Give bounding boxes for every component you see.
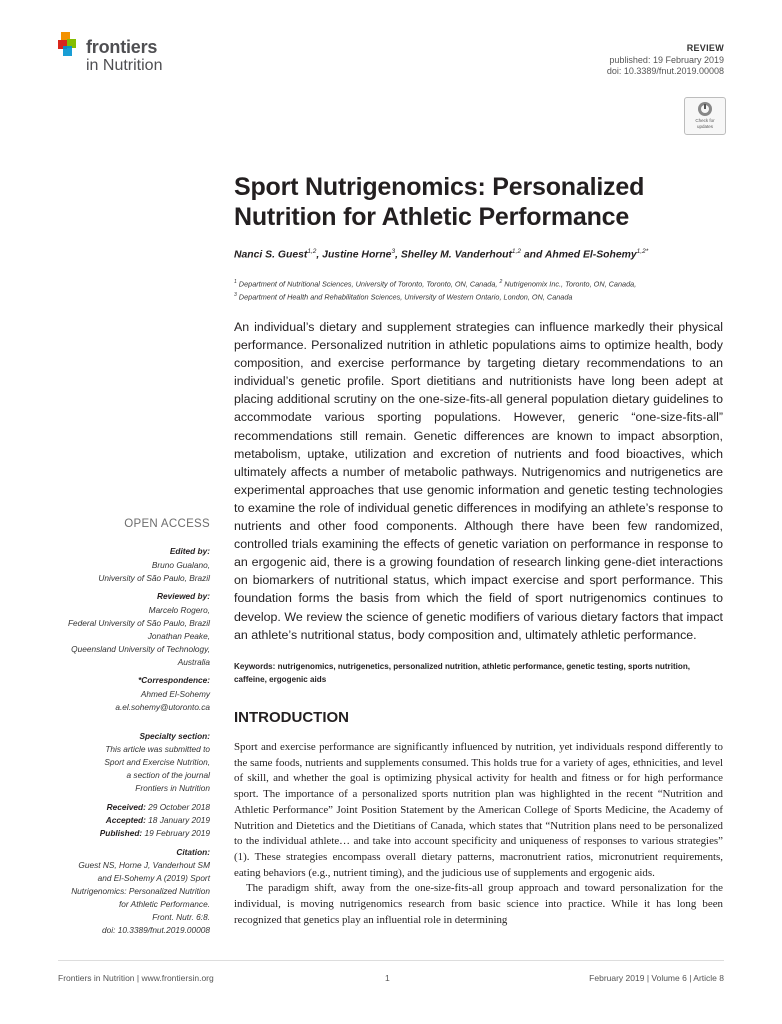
check-for-updates-line2: updates [696, 124, 713, 129]
header-doi[interactable]: doi: 10.3389/fnut.2019.00008 [606, 66, 724, 76]
editor-affiliation: University of São Paulo, Brazil [98, 573, 210, 583]
author-affil-sup: 1,2 [307, 248, 317, 255]
affil-sup: 1 [234, 279, 237, 285]
author-affil-sup: 1,2 [511, 248, 521, 255]
footer-journal-link[interactable]: Frontiers in Nutrition | www.frontiersin.org [58, 973, 214, 983]
specialty-heading: Specialty section: [139, 731, 210, 741]
author-name[interactable]: Ahmed El-Sohemy [544, 249, 637, 261]
reviewer-1-name[interactable]: Marcelo Rogero, [148, 605, 210, 615]
article-type: REVIEW [686, 43, 724, 53]
received-value: 29 October 2018 [145, 802, 210, 812]
citation-doi[interactable]: doi: 10.3389/fnut.2019.00008 [102, 925, 210, 935]
body-text [234, 740, 723, 928]
section-heading: INTRODUCTION [234, 709, 349, 726]
affil-sup: 2 [499, 279, 503, 285]
reviewer-2-affiliation-country: Australia [177, 657, 210, 667]
accepted-label: Accepted: [105, 815, 146, 825]
correspondence-label [138, 674, 210, 687]
author-separator: , [395, 249, 401, 261]
check-for-updates-line1: Check for [695, 118, 715, 123]
author-list [234, 248, 734, 260]
author-affil-sup: 1,2* [636, 248, 649, 255]
reviewer-1-affiliation: Federal University of São Paulo, Brazil [67, 618, 210, 628]
journal-name-line1: frontiers [86, 37, 158, 57]
citation-label [176, 846, 210, 859]
affiliation-2: Nutrigenomix Inc., Toronto, ON, Canada, [502, 279, 637, 289]
edited-by-label [170, 545, 210, 558]
editor-name[interactable]: Bruno Gualano, [151, 560, 210, 570]
specialty-line: Frontiers in Nutrition [135, 783, 210, 793]
author-separator: , [316, 249, 323, 261]
affiliations-line2 [234, 289, 734, 303]
received-label: Received: [106, 802, 146, 812]
check-for-updates-icon [697, 101, 713, 117]
keywords-list: nutrigenomics, nutrigenetics, personalized nutrition, athletic performance, genetic testing, sports nutrition, caffeine, ergogenic aids [234, 662, 691, 684]
paragraph: The paradigm shift, away from the one-size-fits-all group approach and toward personalization for the individual, is moving nutrigenomics research from basic science into practice. While it has long been recognized that genetics play an influential role in determining [234, 882, 723, 926]
author-name[interactable]: Nanci S. Guest [234, 249, 308, 261]
correspondence-heading: *Correspondence: [138, 675, 210, 685]
frontiers-logo-icon [58, 32, 80, 56]
affil-sup: 3 [234, 292, 237, 298]
article-title [234, 172, 734, 232]
author-name[interactable]: Justine Horne [322, 249, 392, 261]
citation-heading: Citation: [176, 847, 210, 857]
specialty-line: a section of the journal [126, 770, 210, 780]
specialty-section-label [139, 730, 210, 743]
reviewer-2-affiliation: Queensland University of Technology, [71, 644, 210, 654]
title-line2: Nutrition for Athletic Performance [234, 203, 630, 231]
correspondence-email[interactable]: a.el.sohemy@utoronto.ca [115, 702, 210, 712]
footer-divider [58, 960, 724, 961]
accepted-value: 18 January 2019 [145, 815, 210, 825]
citation-line: for Athletic Performance. [119, 899, 210, 909]
open-access-label: OPEN ACCESS [124, 518, 210, 530]
footer-issue-info: February 2019 | Volume 6 | Article 8 [589, 973, 724, 983]
citation-line: Front. Nutr. 6:8. [152, 912, 210, 922]
journal-name-line2: in Nutrition [86, 57, 163, 74]
affiliation-3: Department of Health and Rehabilitation Sciences, University of Western Ontario, London, ON, Canada [236, 292, 573, 302]
page-number: 1 [385, 973, 390, 983]
check-for-updates-button[interactable] [684, 97, 726, 135]
keywords-label: Keywords: [234, 662, 276, 671]
published-date: published: 19 February 2019 [609, 55, 724, 65]
citation-line: Guest NS, Horne J, Vanderhout SM [78, 860, 210, 870]
published-date-sidebar [100, 827, 210, 840]
specialty-line: This article was submitted to [105, 744, 210, 754]
reviewer-2-name[interactable]: Jonathan Peake, [147, 631, 210, 641]
paragraph: Sport and exercise performance are significantly influenced by nutrition, yet individuals respond differently to the same foods, nutrients and supplements consumed. This holds true for a variety of ages, ethnicities, and level of skill, and whether the goal is optimizing physical activity for health and fitness or for high performance sport. The importance of a personalized sports nutrition plan was highlighted in the recent “Nutrition and Athletic Performance” Joint Position Statement by the American College of Sports Medicine, the Academy of Nutrition and Dietetics and the Dietitians of Canada, which states that “Nutrition plans need to be personalized to the individual athlete… and take into account specificity and uniqueness of responses to various strategies” (1). These strategies encompass overall dietary patterns, macronutrient ratios, micronutrient requirements, eating behaviors (e.g., nutrient timing), and the judicious use of supplements and ergogenic aids. [234, 741, 723, 879]
abstract: An individual’s dietary and supplement strategies can influence markedly their physical performance. Personalized nutrition in athletic populations aims to optimize health, body composition, and exercise performance by targeting dietary recommendations to an individual’s genetic profile. Sport dietitians and nutritionists have long been adept at placing additional scrutiny on the one-size-fits-all general population dietary guidelines to accommodate various sporting populations. However, generic “one-size-fits-all” recommendations still remain. Genetic differences are known to impact absorption, metabolism, uptake, utilization and excretion of nutrients and food bioactives, which ultimately affects a number of metabolic pathways. Nutrigenomics and nutrigenetics are experimental approaches that use genomic information and genetic testing technologies to examine the role of individual genetic differences in modifying an athlete’s response to nutrients and other food components. Although there have been few randomized, controlled trials examining the effects of genetic variation on performance in response to an ergogenic aid, there is a growing foundation of research linking gene-diet interactions on biomarkers of nutritional status, which impact exercise and sport performance. This foundation forms the basis from which the field of sport nutrigenomics continues to develop. We review the science of genetic modifiers of various dietary factors that impact an athlete’s nutritional status, body composition and, ultimately athletic performance. [234, 320, 723, 642]
edited-by-heading: Edited by: [169, 546, 210, 556]
accepted-date [106, 814, 210, 827]
affiliation-1: Department of Nutritional Sciences, University of Toronto, Toronto, ON, Canada, [236, 279, 500, 289]
specialty-line: Sport and Exercise Nutrition, [104, 757, 210, 767]
published-label: Published: [99, 828, 143, 838]
citation-line: and El-Sohemy A (2019) Sport [97, 873, 210, 883]
received-date [107, 801, 210, 814]
published-value: 19 February 2019 [142, 828, 210, 838]
author-affil-sup: 3 [391, 248, 396, 255]
reviewed-by-heading: Reviewed by: [156, 591, 210, 601]
correspondence-name: Ahmed El-Sohemy [140, 689, 210, 699]
keywords [234, 660, 723, 686]
author-separator: and [520, 249, 545, 261]
reviewed-by-label [157, 590, 210, 603]
title-line1: Sport Nutrigenomics: Personalized [234, 173, 645, 201]
author-name[interactable]: Shelley M. Vanderhout [400, 249, 512, 261]
citation-line: Nutrigenomics: Personalized Nutrition [71, 886, 210, 896]
